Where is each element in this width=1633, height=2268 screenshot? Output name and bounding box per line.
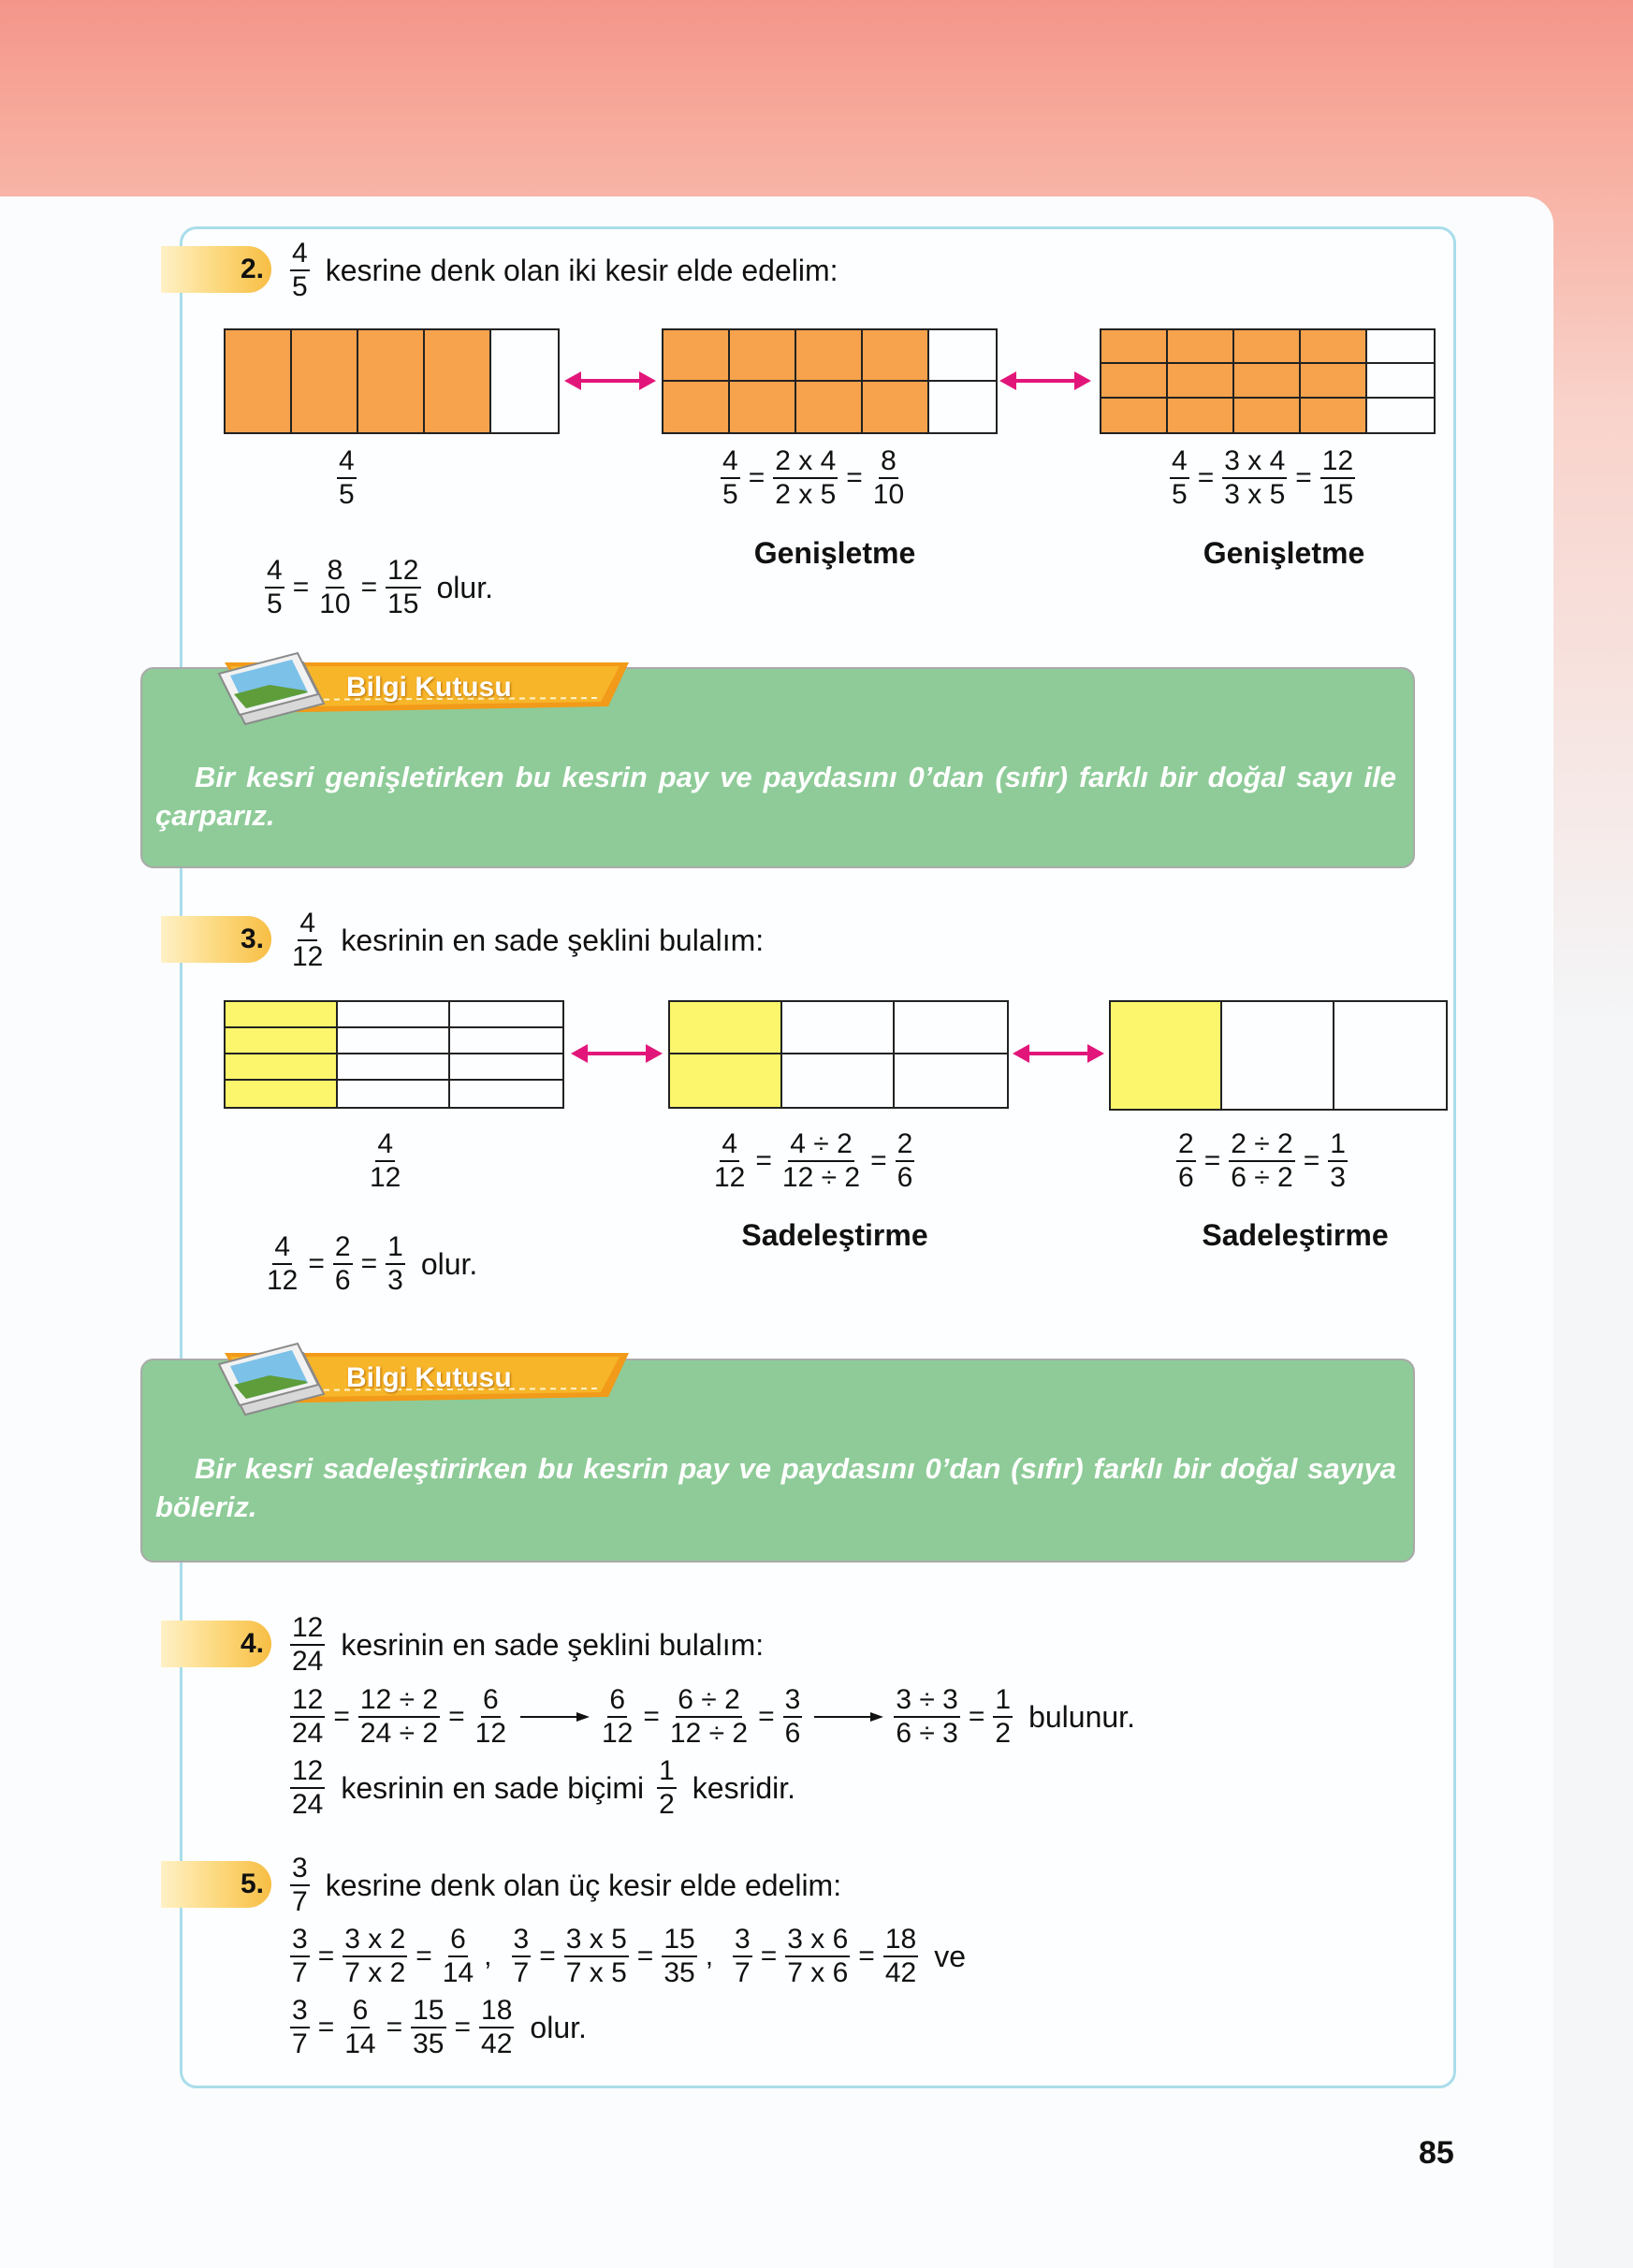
section-4-result: $\frac{12}{24}$ kesrinin en sade biçimi $\frac{1}{2}$ kesridir. bbox=[292, 1755, 796, 1820]
grid-cell bbox=[1168, 399, 1234, 432]
simplify-label: Sadeleştirme bbox=[1202, 1218, 1389, 1252]
section-3-number: 3. bbox=[161, 916, 271, 963]
grid-cell bbox=[670, 1002, 782, 1054]
grid-cell bbox=[1367, 364, 1434, 398]
grid-cell bbox=[895, 1002, 1007, 1054]
grid-cell bbox=[226, 1028, 338, 1054]
section-5-summary: $\frac{3}{7}$ = $\frac{6}{14}$ = $\frac{15}{35}$ = $\frac{18}{42}$ olur. bbox=[292, 1995, 587, 2059]
grid-cell bbox=[782, 1002, 895, 1054]
grid-cell bbox=[358, 330, 425, 432]
section-4-number: 4. bbox=[161, 1621, 271, 1667]
fraction-model-4-5 bbox=[224, 328, 560, 434]
grid-cell bbox=[1168, 364, 1234, 398]
grid-cell bbox=[1101, 399, 1168, 432]
grid-cell bbox=[796, 382, 863, 433]
double-arrow-icon bbox=[564, 367, 656, 395]
grid-cell bbox=[895, 1054, 1007, 1107]
grid-cell bbox=[450, 1028, 562, 1054]
double-arrow-icon bbox=[1013, 1040, 1104, 1068]
grid-cell bbox=[796, 330, 863, 382]
grid-cell bbox=[1234, 399, 1301, 432]
grid-cell bbox=[338, 1054, 450, 1081]
double-arrow-icon bbox=[571, 1040, 663, 1068]
grid-cell bbox=[226, 330, 292, 432]
grid-cell bbox=[1168, 330, 1234, 364]
info-box-title: Bilgi Kutusu bbox=[346, 672, 512, 703]
grid-cell bbox=[226, 1002, 338, 1028]
simplify-label: Sadeleştirme bbox=[741, 1218, 928, 1252]
section-4-heading: $\frac{12}{24}$ kesrinin en sade şeklini bulalım: bbox=[292, 1612, 765, 1677]
model-3-caption: $\frac{2}{6}$ = $\frac{2 \div 2}{6 \div 2}$ = $\frac{1}{3}$ bbox=[1178, 1128, 1346, 1193]
grid-cell bbox=[1111, 1002, 1222, 1109]
grid-cell bbox=[670, 1054, 782, 1107]
grid-cell bbox=[1301, 364, 1367, 398]
grid-cell bbox=[663, 330, 730, 382]
grid-cell bbox=[1234, 364, 1301, 398]
grid-cell bbox=[292, 330, 358, 432]
expand-label: Genişletme bbox=[753, 536, 916, 570]
grid-cell bbox=[425, 330, 491, 432]
info-text: Bir kesri sadeleştirirken bu kesrin pay ve paydasını 0’dan (sıfır) farklı bir doğal sayıya böleriz. bbox=[155, 1452, 1396, 1523]
grid-cell bbox=[1301, 399, 1367, 432]
photo-stack-icon bbox=[213, 1336, 344, 1416]
fraction-model-4-12 bbox=[224, 1000, 564, 1109]
grid-cell bbox=[338, 1002, 450, 1028]
grid-cell bbox=[863, 330, 929, 382]
grid-cell bbox=[782, 1054, 895, 1107]
expand-label: Genişletme bbox=[1203, 536, 1365, 570]
section-2-heading: $\frac{4}{5}$ kesrine denk olan iki kesir elde edelim: bbox=[292, 238, 838, 302]
info-text: Bir kesri genişletirken bu kesrin pay ve paydasını 0’dan (sıfır) farklı bir doğal sayı ile çarparız. bbox=[155, 761, 1396, 832]
right-arrow-icon bbox=[518, 1710, 590, 1723]
grid-cell bbox=[450, 1002, 562, 1028]
section-5-heading: $\frac{3}{7}$ kesrine denk olan üç kesir elde edelim: bbox=[292, 1853, 842, 1917]
grid-cell bbox=[1234, 330, 1301, 364]
grid-cell bbox=[338, 1081, 450, 1107]
info-box-title: Bilgi Kutusu bbox=[346, 1362, 512, 1393]
grid-cell bbox=[226, 1081, 338, 1107]
section-2-number: 2. bbox=[161, 246, 271, 293]
grid-cell bbox=[1334, 1002, 1446, 1109]
grid-cell bbox=[1222, 1002, 1334, 1109]
fraction-model-12-15 bbox=[1100, 328, 1436, 434]
grid-cell bbox=[1367, 330, 1434, 364]
grid-cell bbox=[226, 1054, 338, 1081]
section-3-heading: $\frac{4}{12}$ kesrinin en sade şeklini bulalım: bbox=[292, 908, 765, 972]
section-5-equations: $\frac{3}{7}$ = $\frac{3 x 2}{7 x 2}$ = $\frac{6}{14}$ , $\frac{3}{7}$ = $\frac{3 x 5}{7 x 5}$ = $\frac{15}{35}$ , $\frac{3}{7}$ = $\frac{3 x 6}{7 x 6}$ = $\frac{18}{42}$ ve bbox=[292, 1924, 966, 1988]
grid-cell bbox=[730, 330, 796, 382]
grid-cell bbox=[929, 330, 996, 382]
section-2-summary: $\frac{4}{5}$ = $\frac{8}{10}$ = $\frac{12}{15}$ olur. bbox=[267, 555, 493, 619]
section-4-simplify-chain: $\frac{12}{24}$ = $\frac{12 \div 2}{24 \div 2}$ = $\frac{6}{12}$ $\frac{6}{12}$ = $\frac{6 \div 2}{12 \div 2}$ = $\frac{3}{6}$ $\frac{3 \div 3}{6 \div 3}$ = $\frac{1}{2}$ bulunur. bbox=[292, 1684, 1135, 1749]
double-arrow-icon bbox=[999, 367, 1091, 395]
grid-cell bbox=[491, 330, 558, 432]
grid-cell bbox=[1367, 399, 1434, 432]
fraction: $\frac{4}{5}$ bbox=[292, 238, 308, 302]
grid-cell bbox=[1301, 330, 1367, 364]
grid-cell bbox=[450, 1081, 562, 1107]
photo-stack-icon bbox=[213, 646, 344, 725]
right-arrow-icon bbox=[812, 1710, 883, 1723]
grid-cell bbox=[1101, 364, 1168, 398]
grid-cell bbox=[863, 382, 929, 433]
grid-cell bbox=[730, 382, 796, 433]
model-2-caption: $\frac{4}{12}$ = $\frac{4 \div 2}{12 \div 2}$ = $\frac{2}{6}$ bbox=[714, 1128, 913, 1193]
fraction-model-8-10 bbox=[662, 328, 998, 434]
grid-cell bbox=[929, 382, 996, 433]
fraction-model-2-6 bbox=[668, 1000, 1009, 1109]
page-number: 85 bbox=[1419, 2135, 1454, 2171]
grid-cell bbox=[450, 1054, 562, 1081]
grid-cell bbox=[663, 382, 730, 433]
model-2-caption: $\frac{4}{5}$ = $\frac{2 x 4}{2 x 5}$ = $\frac{8}{10}$ bbox=[722, 445, 905, 510]
model-3-caption: $\frac{4}{5}$ = $\frac{3 x 4}{3 x 5}$ = $\frac{12}{15}$ bbox=[1172, 445, 1354, 510]
model-1-caption: $\frac{4}{5}$ bbox=[339, 445, 355, 510]
fraction-model-1-3 bbox=[1109, 1000, 1448, 1111]
section-3-summary: $\frac{4}{12}$ = $\frac{2}{6}$ = $\frac{1}{3}$ olur. bbox=[267, 1231, 478, 1296]
model-1-caption: $\frac{4}{12}$ bbox=[370, 1128, 401, 1193]
section-5-number: 5. bbox=[161, 1861, 271, 1908]
grid-cell bbox=[1101, 330, 1168, 364]
grid-cell bbox=[338, 1028, 450, 1054]
